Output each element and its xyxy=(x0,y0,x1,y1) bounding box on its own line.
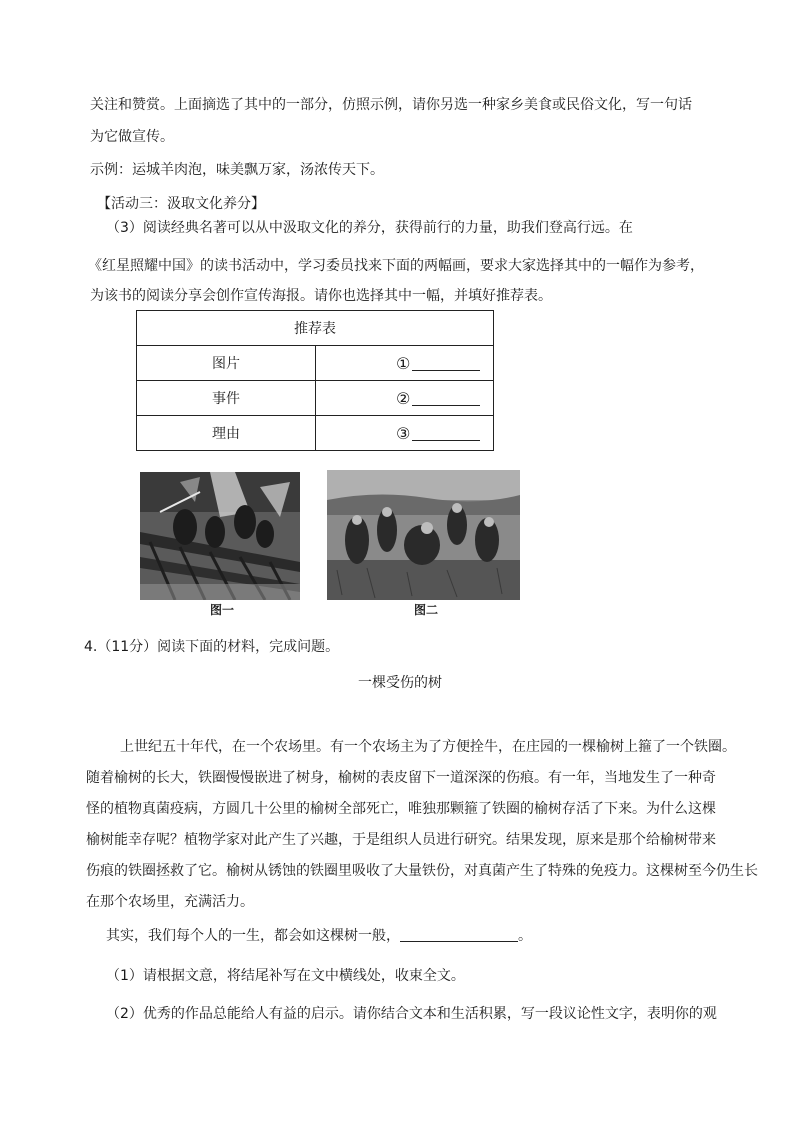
story-title: 一棵受伤的树 xyxy=(358,675,442,691)
row-label: 图片 xyxy=(137,346,316,381)
paragraph-line: 为该书的阅读分享会创作宣传海报。请你也选择其中一幅，并填好推荐表。 xyxy=(90,288,552,304)
row-label: 理由 xyxy=(137,416,316,451)
paragraph-line: 《红星照耀中国》的读书活动中，学习委员找来下面的两幅画，要求大家选择其中的一幅作为参考， xyxy=(88,258,704,274)
story-line: 伤痕的铁圈拯救了它。榆树从锈蚀的铁圈里吸收了大量铁份，对真菌产生了特殊的免疫力。这棵树至今仍生长 xyxy=(86,863,758,879)
story-line: 在那个农场里，充满活力。 xyxy=(86,894,254,910)
paragraph-line: 关注和赞赏。上面摘选了其中的一部分，仿照示例，请你另选一种家乡美食或民俗文化，写一句话 xyxy=(90,97,692,113)
story-line: 榆树能幸存呢？植物学家对此产生了兴趣，于是组织人员进行研究。结果发现，原来是那个给榆树带来 xyxy=(86,832,716,848)
paragraph-line: 为它做宣传。 xyxy=(90,129,174,145)
figure-two-image xyxy=(327,470,520,600)
question-4-1: （1）请根据文意，将结尾补写在文中横线处，收束全文。 xyxy=(106,968,465,984)
story-line: 怪的植物真菌疫病，方圆几十公里的榆树全部死亡，唯独那颗箍了铁圈的榆树存活了下来。为什么这棵 xyxy=(86,801,716,817)
blank-number: ① xyxy=(396,353,411,373)
question-4-2: （2）优秀的作品总能给人有益的启示。请你结合文本和生活积累，写一段议论性文字，表明你的观 xyxy=(106,1006,717,1022)
recommendation-table xyxy=(136,310,494,451)
blank-number: ② xyxy=(396,388,411,408)
question-3-text: （3）阅读经典名著可以从中汲取文化的养分，获得前行的力量，助我们登高行远。在 xyxy=(106,220,633,236)
answer-blank-1[interactable] xyxy=(316,346,494,381)
closing-suffix: 。 xyxy=(518,928,532,944)
answer-blank-closing[interactable] xyxy=(400,927,518,942)
blank-number: ③ xyxy=(396,423,411,443)
table-row xyxy=(137,346,494,381)
story-line: 随着榆树的长大，铁圈慢慢嵌进了树身，榆树的表皮留下一道深深的伤痕。有一年，当地发生了一种奇 xyxy=(86,770,716,786)
figure-one-image xyxy=(140,472,300,600)
activity-title: 【活动三：汲取文化养分】 xyxy=(97,196,265,212)
closing-sentence xyxy=(106,926,532,946)
table-row xyxy=(137,416,494,451)
example-text: 示例：运城羊肉泡，味美飘万家，汤浓传天下。 xyxy=(90,162,384,178)
row-label: 事件 xyxy=(137,381,316,416)
story-line: 上世纪五十年代，在一个农场里。有一个农场主为了方便拴牛，在庄园的一棵榆树上箍了一个铁圈。 xyxy=(120,739,736,755)
answer-blank-3[interactable] xyxy=(316,416,494,451)
closing-prefix: 其实，我们每个人的一生，都会如这棵树一般， xyxy=(106,928,400,944)
answer-blank-2[interactable] xyxy=(316,381,494,416)
figure-caption: 图二 xyxy=(414,603,439,617)
table-title: 推荐表 xyxy=(137,311,494,346)
figure-caption: 图一 xyxy=(210,603,235,617)
table-row xyxy=(137,381,494,416)
question-4-header: 4.（11分）阅读下面的材料，完成问题。 xyxy=(84,639,340,655)
